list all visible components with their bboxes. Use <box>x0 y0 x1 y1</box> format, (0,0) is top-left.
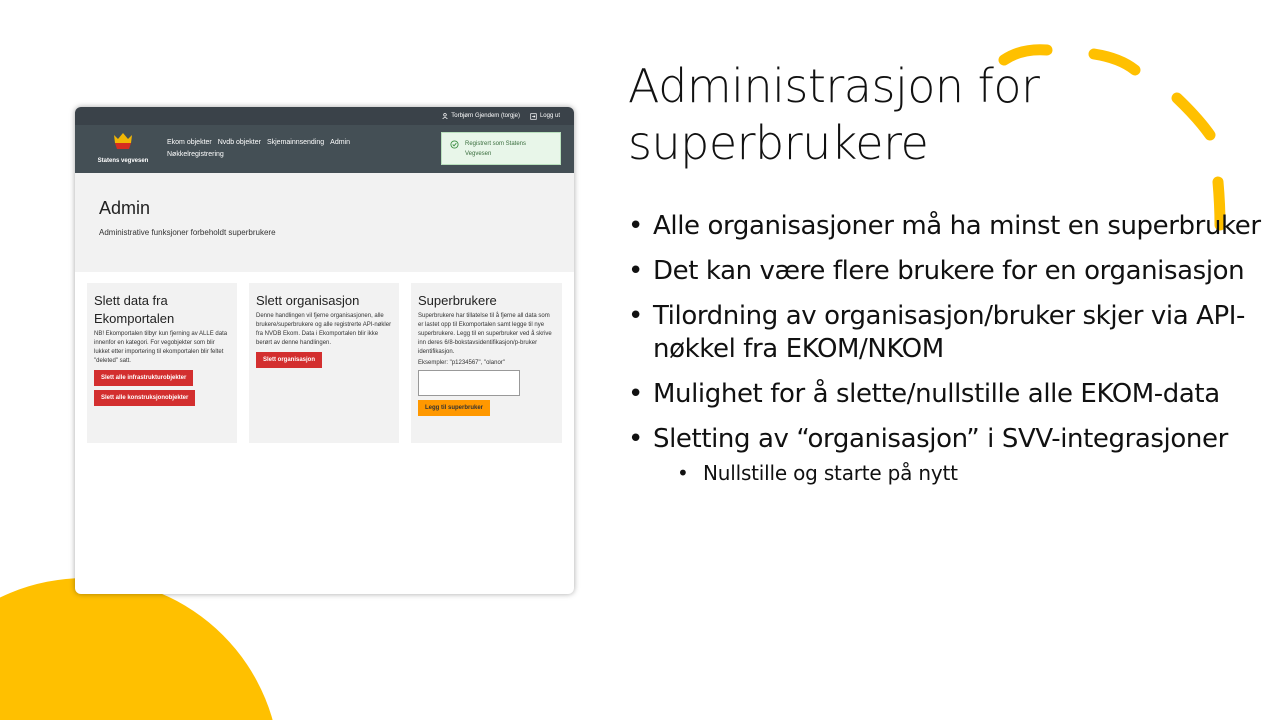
notice-text: Registrert som Statens Vegvesen <box>465 141 527 157</box>
bullet-item: • Mulighet for å slette/nullstille alle EKOM-data <box>628 379 1220 409</box>
logout-label: Logg ut <box>539 113 560 119</box>
user-icon <box>442 113 448 119</box>
card-text: NB! Ekomportalen tilbyr kun fjerning av ALLE data innenfor en kategori. For vegobjekter som blir lukket etter importering til ekomportalen blir feltet "deleted" satt. <box>94 331 228 364</box>
bullet-dot: • <box>628 424 643 454</box>
bullet-list <box>628 210 1268 499</box>
bullet-dot: • <box>628 256 643 286</box>
card-title: Slett organisasjon <box>256 293 360 308</box>
bullet-item: • Alle organisasjoner må ha minst en superbruker <box>628 211 1261 241</box>
statens-vegvesen-logo[interactable] <box>95 131 151 164</box>
admin-cards <box>75 272 574 592</box>
nav-item-nvdb-objekter[interactable]: Nvdb objekter <box>217 139 261 146</box>
user-menu[interactable] <box>442 113 520 119</box>
admin-page-screenshot <box>75 107 574 594</box>
card-delete-organisation <box>249 283 399 443</box>
delete-construction-button[interactable]: Slett alle konstruksjonobjekter <box>94 390 195 406</box>
delete-organisation-button[interactable]: Slett organisasjon <box>256 352 322 368</box>
logout-link[interactable] <box>530 113 560 120</box>
nav-links <box>167 137 387 161</box>
bullet-dot: • <box>628 379 643 409</box>
page-header <box>75 173 574 272</box>
nav-item-ekom-objekter[interactable]: Ekom objekter <box>167 139 212 146</box>
crown-shield-icon <box>111 131 135 151</box>
add-superuser-button[interactable]: Legg til superbruker <box>418 400 490 416</box>
bullet-dot: • <box>628 211 643 241</box>
card-text: Superbrukere har tillatelse til å fjerne all data som er lastet opp til Ekomportalen samt legge til nye superbrukere. Legg til en superbruker ved å skrive inn deres 6/8-bokstavsidentifikasjon/p-bruker identifikasjon. <box>418 313 552 355</box>
card-title: Superbrukere <box>418 293 497 308</box>
user-label: Torbjørn Gjendem (torgje) <box>451 113 520 119</box>
page-subtitle: Administrative funksjoner forbeholdt superbrukere <box>99 228 276 237</box>
logout-icon <box>530 113 537 120</box>
superuser-id-input[interactable] <box>418 370 520 396</box>
sub-bullet-list <box>653 459 1268 487</box>
main-navbar <box>75 125 574 173</box>
bullet-dot: • <box>628 301 643 331</box>
sub-bullet-dot: • <box>677 461 689 485</box>
decorative-yellow-circle <box>0 578 280 720</box>
sub-bullet-item: • Nullstille og starte på nytt <box>677 461 958 485</box>
card-text: Denne handlingen vil fjerne organisasjonen, alle brukere/superbrukere og alle registrerte API-nøkler fra NVDB Ekom. Data i Ekomportalen blir ikke berørt av denne handlingen. <box>256 313 392 346</box>
logo-text: Statens vegvesen <box>97 158 149 164</box>
card-delete-data <box>87 283 237 443</box>
registration-notice <box>441 132 561 165</box>
page-title: Admin <box>99 198 151 218</box>
nav-item-skjemainnsending[interactable]: Skjemainnsending <box>266 139 325 146</box>
bullet-item: • Det kan være flere brukere for en organisasjon <box>628 256 1245 286</box>
slide-title: Administrasjon for superbrukere <box>628 59 1040 170</box>
card-superusers <box>411 283 562 443</box>
delete-infrastructure-button[interactable]: Slett alle infrastrukturobjekter <box>94 370 193 386</box>
top-bar <box>75 107 574 125</box>
nav-item-nokkelregistrering[interactable]: Nøkkelregistrering <box>167 151 224 158</box>
examples-text: Eksempler: "p1234567", "olanor" <box>418 360 505 366</box>
bullet-item: • Sletting av “organisasjon” i SVV-integrasjoner • Nullstille og starte på nytt <box>628 423 1268 487</box>
bullet-item: • Tilordning av organisasjon/bruker skjer via API-nøkkel fra EKOM/NKOM <box>628 301 1246 364</box>
nav-item-admin[interactable]: Admin <box>330 139 350 146</box>
card-title: Slett data fra Ekomportalen <box>94 293 175 326</box>
check-circle-icon <box>450 140 459 149</box>
